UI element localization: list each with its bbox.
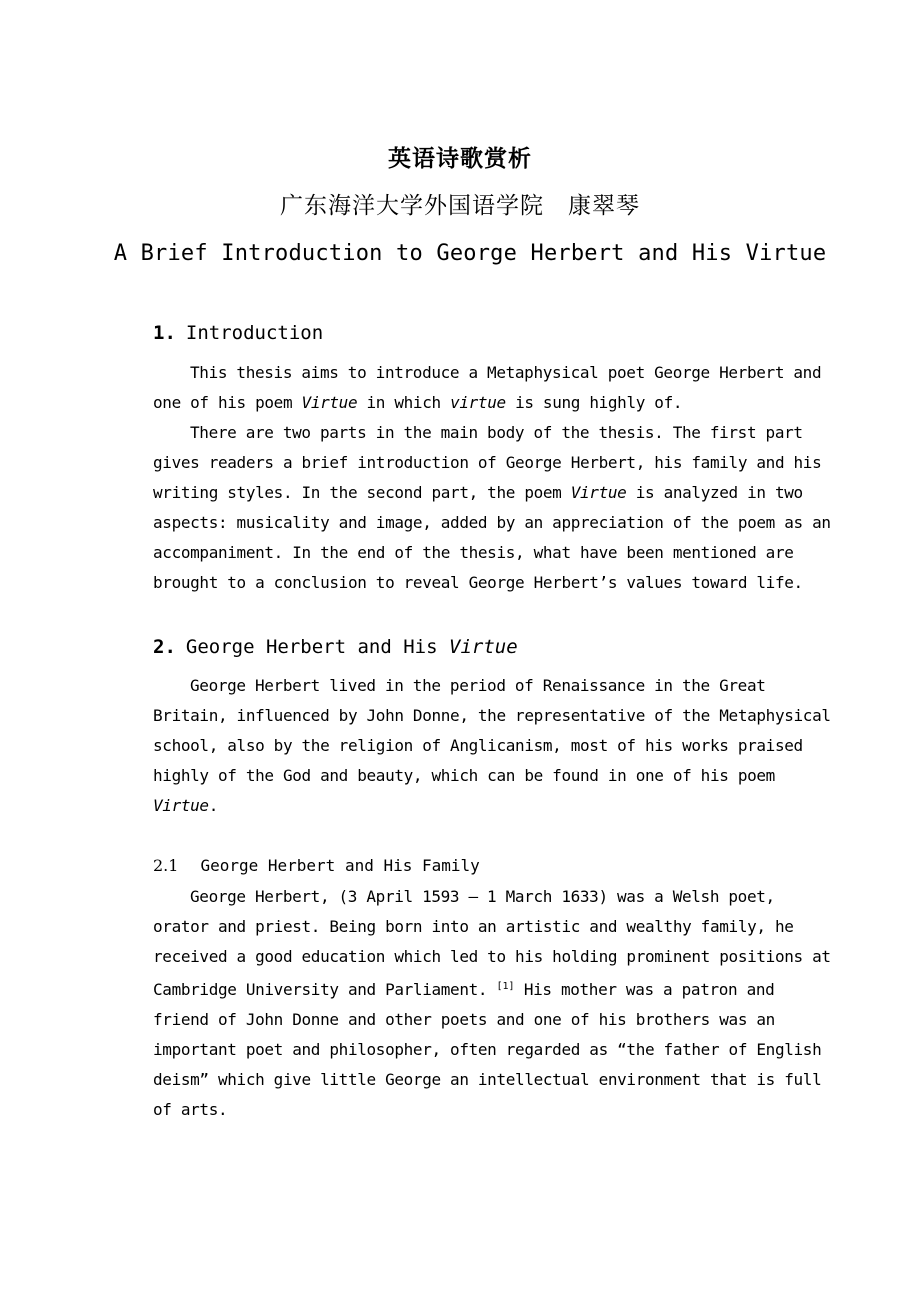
text-run: Cambridge University and Parliament. <box>153 980 497 999</box>
italic-title: Virtue <box>570 483 627 502</box>
section-1-title: Introduction <box>185 322 324 344</box>
section-1-number: 1. <box>153 322 176 344</box>
text-run: in which <box>357 393 451 412</box>
text-run: writing styles. In the second part, the poem <box>153 483 571 502</box>
author-line <box>0 187 920 220</box>
text-line: school, also by the religion of Anglicanism, most of his works praised <box>153 736 803 755</box>
section-1-paragraph-1 <box>153 358 843 418</box>
section-2-heading <box>153 636 518 658</box>
section-2-paragraph-1 <box>153 671 843 821</box>
text-line: highly of the God and beauty, which can be found in one of his poem <box>153 766 775 785</box>
text-line: orator and priest. Being born into an artistic and wealthy family, he <box>153 917 794 936</box>
text-line: George Herbert, (3 April 1593 – 1 March 1633) was a Welsh poet, <box>190 887 775 906</box>
italic-word: virtue <box>450 393 506 412</box>
section-2-title-italic: Virtue <box>449 636 518 658</box>
text-line <box>153 388 843 418</box>
english-title: A Brief Introduction to George Herbert and His Virtue <box>113 241 827 266</box>
text-line: aspects: musicality and image, added by an appreciation of the poem as an <box>153 513 831 532</box>
section-1-heading <box>153 322 323 344</box>
text-line: important poet and philosopher, often regarded as “the father of English <box>153 1040 822 1059</box>
text-line: gives readers a brief introduction of George Herbert, his family and his <box>153 453 822 472</box>
text-line: deism” which give little George an intellectual environment that is full <box>153 1070 822 1089</box>
subsection-2-1-heading <box>153 856 480 875</box>
author-name: 康翠琴 <box>568 193 640 219</box>
subsection-title: George Herbert and His Family <box>200 856 480 875</box>
text-run: is sung highly of. <box>505 393 683 412</box>
text-run: one of his poem <box>153 393 302 412</box>
text-run: His mother was a patron and <box>514 980 775 999</box>
text-line <box>153 478 843 508</box>
text-run: . <box>208 796 218 815</box>
text-line <box>153 972 843 1005</box>
citation-reference[interactable]: [1] <box>496 981 515 992</box>
subsection-number: 2.1 <box>153 856 179 875</box>
text-line: brought to a conclusion to reveal George Herbert’s values toward life. <box>153 573 803 592</box>
text-line: There are two parts in the main body of the thesis. The first part <box>190 423 803 442</box>
subsection-2-1-paragraph <box>153 882 843 1125</box>
section-2-title: George Herbert and His <box>185 636 449 658</box>
text-line: received a good education which led to his holding prominent positions at <box>153 947 831 966</box>
chinese-title: 英语诗歌赏析 <box>388 146 532 172</box>
text-line: George Herbert lived in the period of Renaissance in the Great <box>190 676 766 695</box>
text-line: This thesis aims to introduce a Metaphysical poet George Herbert and <box>190 363 822 382</box>
text-line: of arts. <box>153 1100 228 1119</box>
section-1-paragraph-2 <box>153 418 843 598</box>
text-line: accompaniment. In the end of the thesis, what have been mentioned are <box>153 543 794 562</box>
affiliation: 广东海洋大学外国语学院 <box>280 193 544 219</box>
text-line <box>153 791 843 821</box>
text-line: Britain, influenced by John Donne, the representative of the Metaphysical <box>153 706 831 725</box>
italic-title: Virtue <box>153 796 209 815</box>
italic-title: Virtue <box>301 393 358 412</box>
text-line: friend of John Donne and other poets and one of his brothers was an <box>153 1010 775 1029</box>
section-2-number: 2. <box>153 636 176 658</box>
text-run: is analyzed in two <box>626 483 803 502</box>
